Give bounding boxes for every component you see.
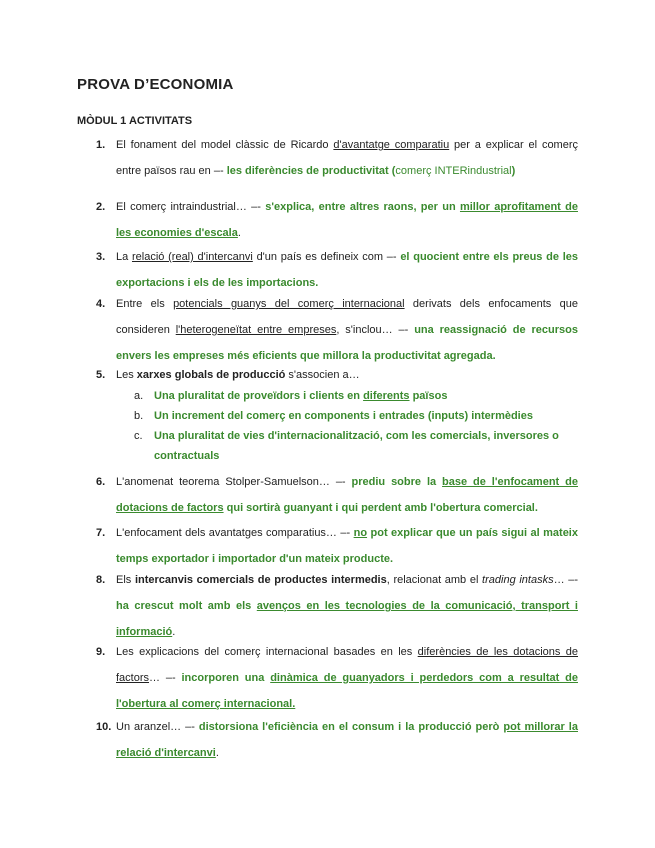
q7-answer: pot explicar que un país sigui al mateix temps exportador i importador d'un mateix producte. <box>116 527 578 565</box>
question-9 <box>96 639 578 717</box>
q10-answer: distorsiona l'eficiència en el consum i la producció però <box>198 721 504 733</box>
q5a-text: Una pluralitat de proveïdors i clients en <box>154 390 364 402</box>
question-number: 3. <box>96 251 106 263</box>
q10-period: . <box>215 747 219 759</box>
question-8 <box>96 567 578 645</box>
q5-option-a <box>134 386 578 406</box>
question-number: 1. <box>96 139 106 151</box>
q4-text3: , s'inclou… –- <box>336 324 415 336</box>
question-number: 6. <box>96 476 106 488</box>
q7-answer-underlined: no <box>353 527 368 539</box>
question-1 <box>96 132 578 184</box>
module-heading: MÒDUL 1 ACTIVITATS <box>77 115 193 127</box>
q5-text: Les <box>116 369 137 381</box>
q4-term: potencials guanys del comerç internacional <box>173 298 405 310</box>
q8-text3: … –- <box>553 574 579 586</box>
q5c-text: Una pluralitat de vies d'internacionalització, com les comercials, inversores o contractuals <box>154 430 559 462</box>
q8-term: intercanvis comercials de productes intermedis <box>134 574 387 586</box>
question-number: 5. <box>96 369 106 381</box>
q10-answer-underlined: pot millorar la relació d'intercanvi <box>116 721 578 759</box>
q5b-text: Un increment del comerç en components i entrades (inputs) intermèdies <box>154 410 533 422</box>
question-number: 8. <box>96 574 106 586</box>
question-6 <box>96 469 578 521</box>
q2-answer-underlined: millor aprofitament de les economies d'escala <box>116 201 578 239</box>
q8-period: . <box>172 626 176 638</box>
q2-period: . <box>237 227 241 239</box>
q9-term: diferències de les dotacions de factors <box>116 646 578 684</box>
q9-answer: incorporen una <box>181 672 271 684</box>
q4-text: Entre els <box>116 298 174 310</box>
q2-text: El comerç intraindustrial… –- <box>116 201 266 213</box>
q5-option-c <box>134 426 578 466</box>
question-number: 2. <box>96 201 106 213</box>
q5-option-b <box>134 406 578 426</box>
q4-answer: una reassignació de recursos envers les empreses més eficients que millora la productivitat agregada. <box>116 324 578 362</box>
question-4 <box>96 291 578 369</box>
q4-term2: l'heterogeneïtat entre empreses <box>175 324 337 336</box>
option-letter: b. <box>134 410 144 422</box>
q6-answer: prediu sobre la <box>351 476 443 488</box>
q1-note2: industrial <box>467 165 512 177</box>
q5a-underlined: diferents <box>363 390 410 402</box>
question-number: 4. <box>96 298 106 310</box>
option-letter: a. <box>134 390 144 402</box>
q1-paren-close: ) <box>511 165 516 177</box>
question-number: 7. <box>96 527 106 539</box>
question-2 <box>96 194 578 246</box>
q1-paren-open: ( <box>388 165 396 177</box>
q8-text: Els <box>116 574 135 586</box>
q3-answer: el quocient entre els preus de les exportacions i els de les importacions. <box>116 251 578 289</box>
q5-text2: s'associen a… <box>285 369 360 381</box>
q4-text2: derivats dels enfocaments que consideren <box>116 298 579 336</box>
q3-text: La <box>116 251 132 263</box>
q1-text2: per a explicar el comerç entre països rau en –- <box>116 139 578 177</box>
q10-text: Un aranzel… –- <box>116 721 199 733</box>
question-5 <box>96 364 578 386</box>
q6-answer-underlined: base de l'enfocament de dotacions de factors <box>116 476 578 514</box>
q6-answer2: qui sortirà guanyant i qui perdent amb l'obertura comercial. <box>223 502 538 514</box>
q6-text: L'anomenat teorema Stolper-Samuelson… –- <box>116 476 352 488</box>
q5a-text2: països <box>409 390 448 402</box>
question-number: 9. <box>96 646 106 658</box>
q8-answer-underlined: avenços en les tecnologies de la comunicació, transport i informació <box>116 600 578 638</box>
q3-term: relació (real) d'intercanvi <box>131 251 253 263</box>
question-10 <box>96 714 578 766</box>
q8-answer: ha crescut molt amb els <box>116 600 257 612</box>
q1-text: El fonament del model clàssic de Ricardo <box>116 139 334 151</box>
option-letter: c. <box>134 430 143 442</box>
q3-text2: d'un país es defineix com –- <box>252 251 401 263</box>
question-3 <box>96 244 578 296</box>
q2-answer: s'explica, entre altres raons, per un <box>265 201 460 213</box>
question-number: 10. <box>96 721 112 733</box>
q9-answer-underlined: dinàmica de guanyadors i perdedors com a resultat de l'obertura al comerç internacional. <box>116 672 578 710</box>
q5-term: xarxes globals de producció <box>136 369 286 381</box>
q1-term: d'avantatge comparatiu <box>333 139 450 151</box>
q1-answer: les diferències de productivitat <box>226 165 389 177</box>
q1-note: comerç INTER <box>395 165 468 177</box>
q7-text: L'enfocament dels avantatges comparatius… –- <box>116 527 354 539</box>
q8-text2: , relacionat amb el <box>386 574 483 586</box>
q9-text: Les explicacions del comerç internacional basades en les <box>116 646 418 658</box>
page-title: PROVA D’ECONOMIA <box>77 76 234 93</box>
q9-text2: … –- <box>149 672 182 684</box>
question-7 <box>96 520 578 572</box>
q8-term2: trading intasks <box>482 574 554 586</box>
